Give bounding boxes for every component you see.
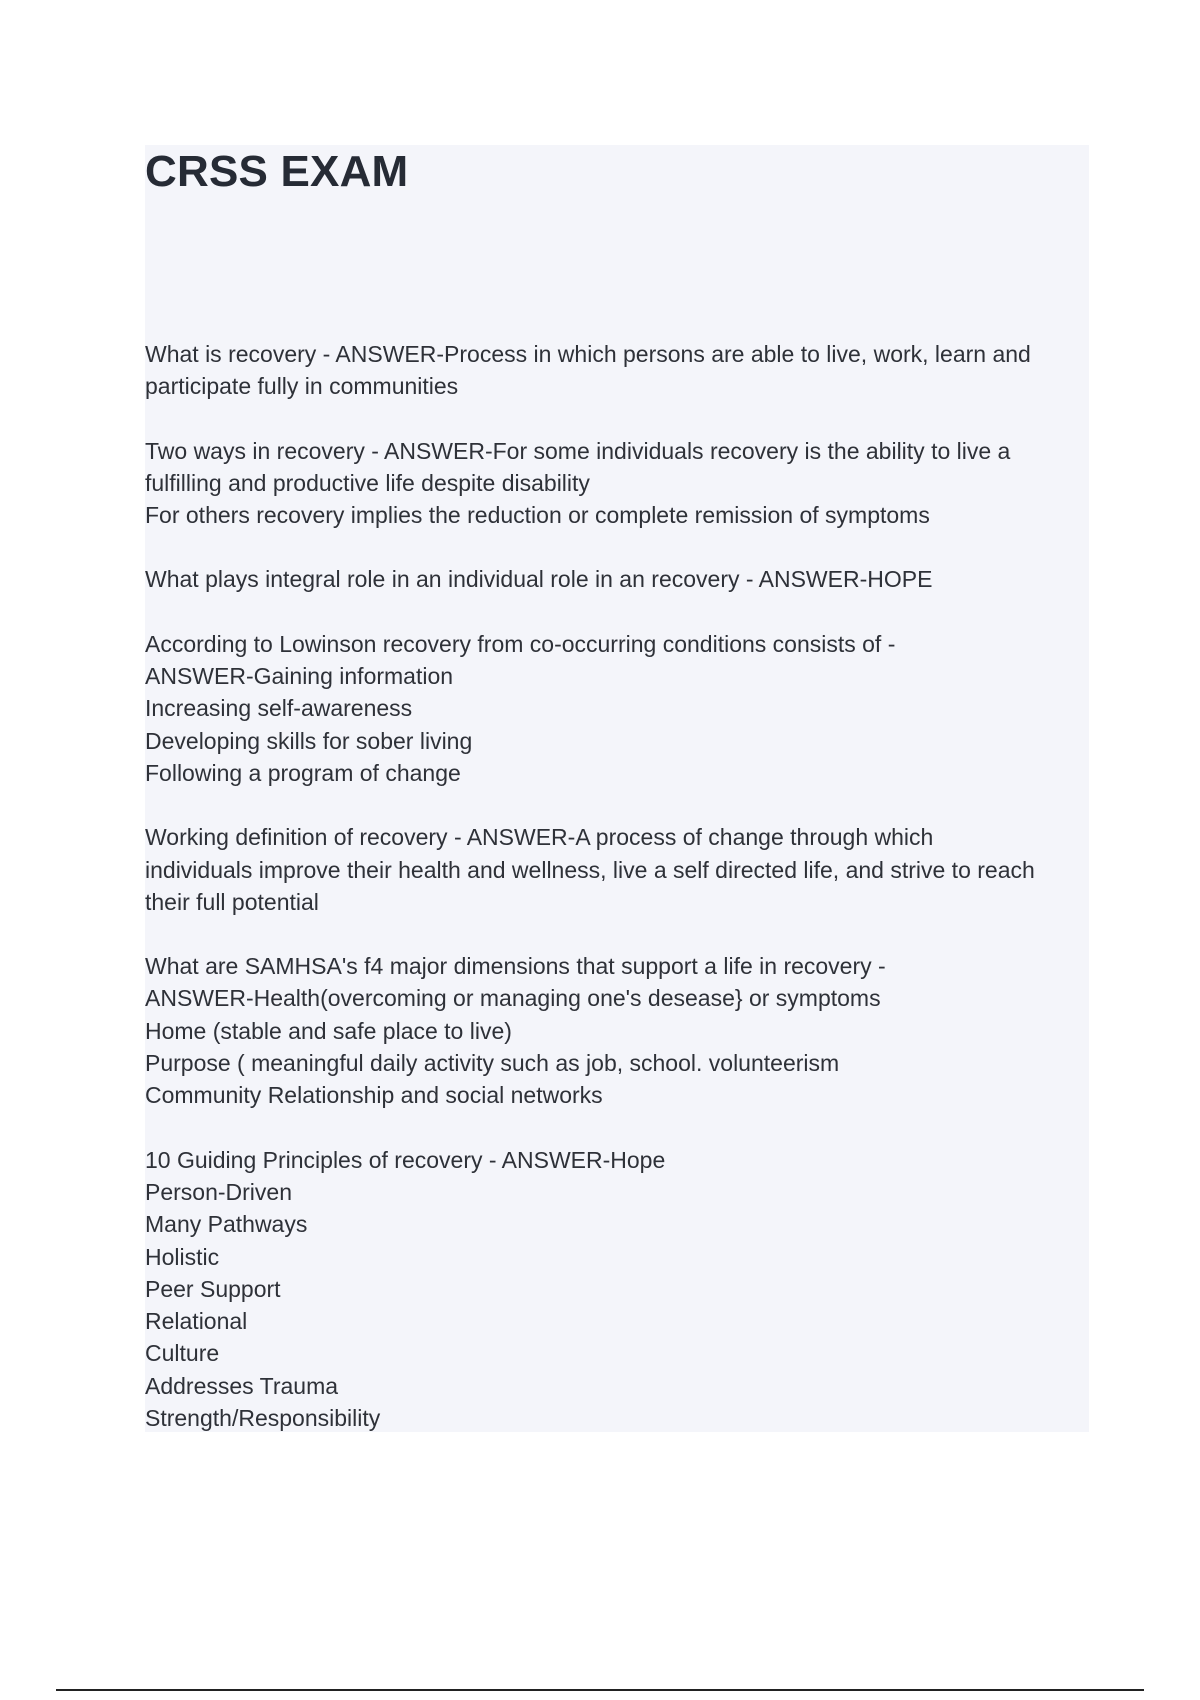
qa-line: participate fully in communities (145, 373, 459, 400)
qa-line: Strength/Responsibility (145, 1405, 381, 1432)
qa-item (145, 628, 1090, 789)
qa-line: Peer Support (145, 1275, 281, 1302)
qa-line: Holistic (145, 1243, 220, 1270)
qa-line: 10 Guiding Principles of recovery - ANSWER-Hope (145, 1146, 666, 1173)
qa-item (145, 950, 1090, 1111)
qa-line: ANSWER-Health(overcoming or managing one's desease} or symptoms (145, 985, 881, 1012)
document-title: CRSS EXAM (145, 147, 409, 196)
qa-line: ANSWER-Gaining information (145, 663, 454, 690)
qa-line: Two ways in recovery - ANSWER-For some individuals recovery is the ability to live a (145, 437, 1011, 464)
qa-item (145, 435, 1090, 532)
qa-line: Many Pathways (145, 1211, 308, 1238)
footer-divider (56, 1689, 1144, 1691)
qa-list (145, 338, 1090, 1466)
qa-line: Working definition of recovery - ANSWER-A process of change through which (145, 824, 934, 851)
qa-line: What plays integral role in an individual role in an recovery - ANSWER-HOPE (145, 566, 933, 593)
qa-line: fulfilling and productive life despite disability (145, 469, 590, 496)
qa-line: Purpose ( meaningful daily activity such as job, school. volunteerism (145, 1050, 840, 1077)
qa-line: Person-Driven (145, 1178, 292, 1205)
qa-item (145, 338, 1090, 403)
qa-line: Relational (145, 1308, 248, 1335)
qa-line: their full potential (145, 888, 319, 915)
qa-line: What are SAMHSA's f4 major dimensions that support a life in recovery - (145, 953, 886, 980)
qa-line: According to Lowinson recovery from co-occurring conditions consists of - (145, 630, 896, 657)
qa-item (145, 1144, 1090, 1435)
qa-line: For others recovery implies the reduction or complete remission of symptoms (145, 502, 930, 529)
qa-item (145, 563, 1090, 595)
qa-line: Developing skills for sober living (145, 727, 473, 754)
qa-line: Home (stable and safe place to live) (145, 1017, 512, 1044)
qa-line: individuals improve their health and wellness, live a self directed life, and strive to reach (145, 856, 1035, 883)
qa-line: Culture (145, 1340, 220, 1367)
qa-line: Addresses Trauma (145, 1372, 339, 1399)
qa-line: Increasing self-awareness (145, 695, 413, 722)
qa-item (145, 821, 1090, 918)
qa-line: What is recovery - ANSWER-Process in which persons are able to live, work, learn and (145, 341, 1031, 367)
qa-line: Community Relationship and social networks (145, 1082, 603, 1109)
qa-line: Following a program of change (145, 759, 461, 786)
